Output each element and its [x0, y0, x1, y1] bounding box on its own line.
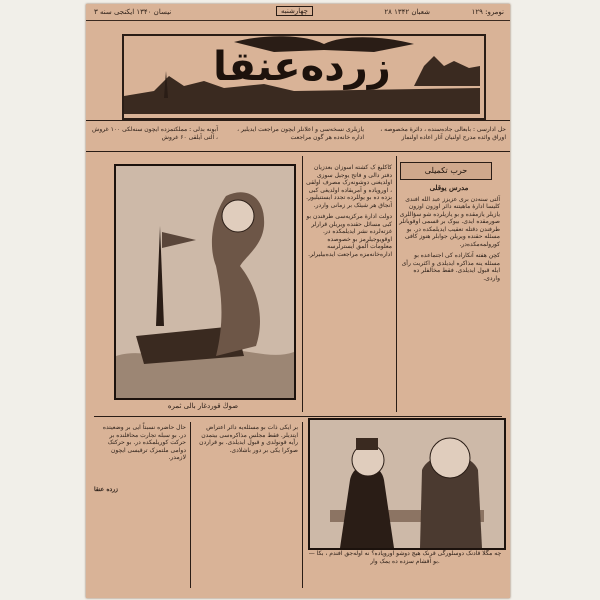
bottom-left-text: حال حاضره نسبتاً ایی بر وضعیتده در. بو سبله تجارت محافلنده بر حرکت کوریلمکده در. بو حرکتک دوامی ملتمزک ترقیسی ایچون لازمدر.	[102, 424, 186, 461]
column-divider	[396, 156, 397, 412]
ship-cartoon-caption: صوڭ قوردغار بالی ثمره	[167, 402, 239, 410]
bottom-middle-text: بر ایکی ذات بو مسئله‌یه دائر اعتراض ایتدیلر. فقط مجلس مذاکره‌سی بیتمدن رأیه قونولدی و قبول ایدیلدی. بو قراردن صوکرا یکی بر دور باشلادی.	[199, 424, 298, 454]
issue-number: نومرو: ۱۲۹	[471, 8, 504, 16]
bottom-middle-column	[194, 424, 298, 458]
right-column-text: آلتی سنه‌دن بری عزیزز عبد الله افندی کلیسا ادارۀ ماهیتنه دائر اوزون اوزون یازیلر یازمقده و بو یازیلرده شو سؤاللری صورمقده ایدی. بیوک بر قسمی اوقویانلر طرفندن دقتله تعقیب ایدیلمکده در. بو مسئله حقنده ویریلن جوابلر هنوز کافی کورولمه‌مکده‌در.	[399, 195, 500, 248]
ship-cartoon-drawing	[116, 166, 294, 398]
right-column	[398, 184, 500, 286]
issue-day-badge: چهارشنبه	[276, 6, 313, 16]
column-divider	[302, 422, 303, 588]
right-column-title: مدرس یوقلی	[429, 183, 469, 192]
ship-cartoon	[114, 164, 296, 400]
issue-info-bar	[86, 4, 510, 21]
middle-column	[306, 164, 392, 412]
right-column-text-2: کچن هفته آنکاراده کی اجتماعده بو مسئله ینه مذاکره ایدیلدی و اکثریت رأی ایله قبول ایدیلدی. فقط مخالفلر ده واردی.	[401, 252, 500, 282]
bottom-left-column	[94, 424, 186, 497]
middle-column-text: کاکلیغ ک کشته آسوزان بعدزیان دفتر دالی و فاتح یوجیل سوزی اولدیغنی دوشونه‌رک مصرف اولقی ، اوروپاده و آمریقاده اولدیغی کبی بزده ده بو یوللرده تجدد ایستنیلیور. آنجاق هر شیئک بر زمانی واردر.	[306, 164, 392, 209]
column-divider	[190, 422, 191, 588]
subscription-info	[86, 120, 510, 152]
section-heading: حرب تکمیلی	[400, 162, 492, 180]
editorial-notice: حل ادارسی : بابعالی جاده‌سنده ، دائرۀ مخصوصه ، اوراق وائده مدرج اولنیان آثار اعاده اولنماز	[380, 126, 506, 141]
masthead-title: زرده‌عنقا	[213, 44, 391, 90]
administration-notice: یازیلری نسخه‌سی و اعلانلر ایچون مراجعت ایدیلیر ، اداره خانه‌ده هر گون مراجعت	[237, 126, 364, 141]
middle-column-text-2: دولت ادارۀ مرکزیه‌سی طرفندن بو کبی مسائل حقنده ویریلن قرارلر غزته‌لرده نشر ایدیلمکده در. اوقویوجیلرمز بو خصوصده معلومات آلمق ایسترلرسه اداره‌خانه‌مزه مراجعت ایده‌بیلیرلر.	[306, 213, 392, 258]
newspaper-page	[86, 4, 510, 598]
masthead	[122, 22, 482, 118]
bottom-signature: زرده عنقا	[94, 485, 118, 493]
subscription-rates: آبونه بدلی : مملکتمزده ایچون سنه‌لکی ۱۰۰ غروش ، آلتی آیلقی ۶۰ غروش	[92, 126, 218, 141]
horizontal-divider	[94, 416, 502, 417]
dinner-cartoon-caption: — چه مگلا قادنک دوسلورگی قرنک هیچ دوشو اوروپاده؟ نه اوله‌جق آفندم ، بکا بو آقشام سزده ده یمک وار.	[308, 550, 502, 565]
dinner-cartoon	[308, 418, 506, 550]
dinner-cartoon-drawing	[310, 420, 504, 548]
issue-date-rumi: ۳ نیسان ۱۳۴۰ ایکنجی سنه	[94, 8, 172, 16]
column-divider	[302, 156, 303, 412]
issue-date-hijri: ۲۸ شعبان ۱۳۴۲	[384, 8, 430, 16]
